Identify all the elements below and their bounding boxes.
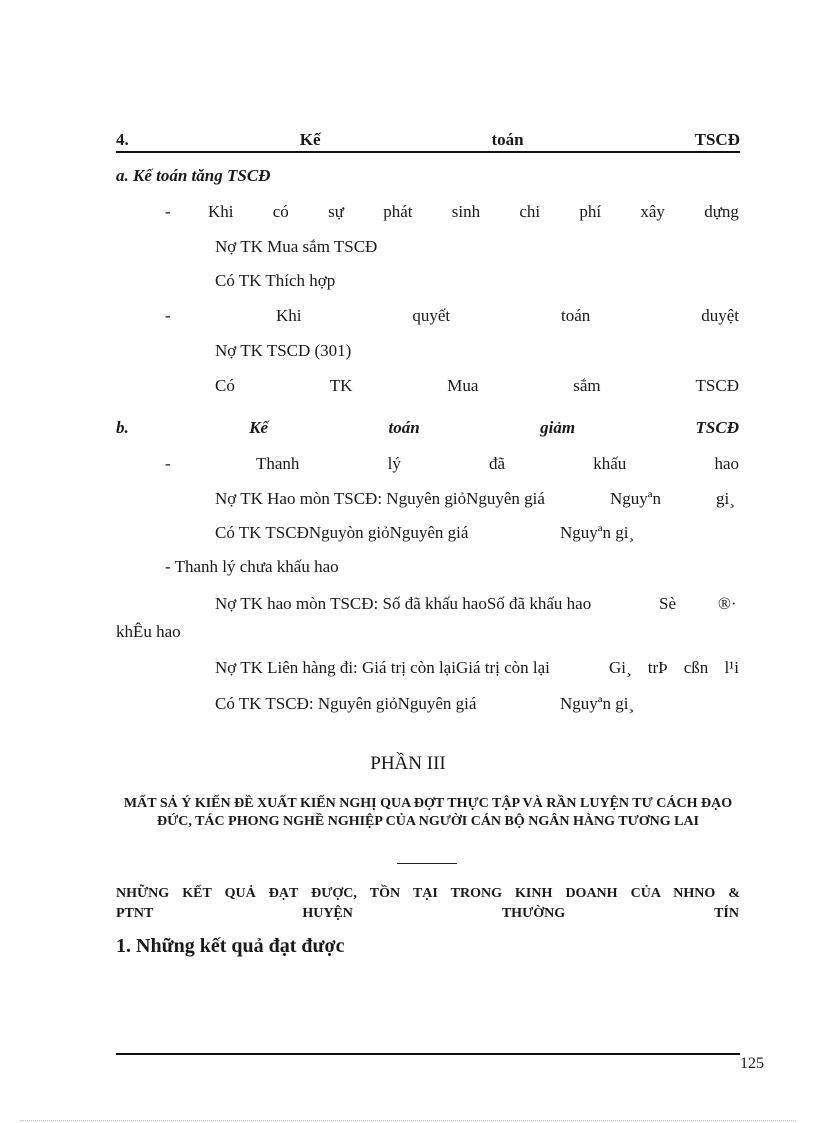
- word: Có: [215, 376, 235, 395]
- word: sự: [328, 202, 344, 221]
- heading-4-word: TSCĐ: [694, 130, 740, 149]
- b-line-no-3-left: Nợ TK Liên hàng đi: Giá trị còn lạiGiá trị còn lại: [215, 658, 550, 677]
- word: PTNT: [116, 906, 154, 921]
- b-line-no-2-mid: Sè: [659, 594, 676, 613]
- part-title: PHẦN III: [370, 753, 446, 774]
- bullet-dash: -: [165, 306, 171, 325]
- b-line-no-1-left: Nợ TK Hao mòn TSCĐ: Nguyên giỏNguyên giá: [215, 489, 545, 508]
- word: Khi: [208, 202, 234, 221]
- word: sinh: [451, 202, 481, 221]
- bullet-dash: -: [165, 454, 171, 473]
- word: THƯỜNG: [501, 906, 566, 921]
- b-line-no-2-left: Nợ TK hao mòn TSCĐ: Số đã khấu haoSố đã khấu hao: [215, 594, 592, 613]
- divider: [397, 863, 457, 864]
- b-line-no-3-right: [609, 658, 739, 678]
- word: lý: [387, 454, 401, 473]
- b-line-co-3-left: Có TK TSCĐ: Nguyên giỏNguyên giá: [215, 694, 477, 713]
- b-line-no-1-right: gi¸: [716, 489, 735, 508]
- word: có: [272, 202, 289, 221]
- word: TSCĐ: [695, 376, 739, 395]
- word: toán: [388, 418, 420, 437]
- heading-4-underline: [116, 151, 740, 153]
- word: HUYỆN: [302, 906, 353, 921]
- word: phát: [383, 202, 413, 221]
- b-line-chua: - Thanh lý chưa khấu hao: [165, 557, 339, 576]
- word: cßn: [683, 658, 709, 677]
- word: Kế: [249, 418, 269, 437]
- section-a-title: a. Kế toán tăng TSCĐ: [116, 166, 271, 185]
- word: l¹i: [724, 658, 739, 677]
- word: khấu: [593, 454, 627, 473]
- footer-rule: [116, 1053, 740, 1055]
- word: đã: [489, 454, 506, 473]
- b-line-no-1-mid: Nguyªn: [610, 489, 661, 508]
- word: duyệt: [701, 306, 739, 325]
- a-line-no-1: Nợ TK Mua sắm TSCĐ: [215, 237, 378, 256]
- word: Mua: [447, 376, 479, 395]
- word: quyết: [412, 306, 451, 325]
- word: b.: [116, 418, 129, 437]
- page-number: 125: [740, 1055, 764, 1072]
- word: Khi: [276, 306, 302, 325]
- section-b-title: [116, 418, 739, 438]
- b-line-co-1-right: Nguyªn gi¸: [560, 523, 635, 542]
- word: phí: [579, 202, 602, 221]
- a-bullet-2: [276, 306, 739, 326]
- b-line-no-2-right: ®·: [718, 594, 737, 613]
- word: trÞ: [647, 658, 668, 677]
- b-bullet-1: [256, 454, 739, 474]
- heading-4: [116, 130, 740, 150]
- word: hao: [714, 454, 739, 473]
- word: chi: [519, 202, 541, 221]
- a-bullet-1: [208, 202, 739, 222]
- word: Gi¸: [609, 658, 632, 677]
- page-edge-dotted-line: [20, 1120, 796, 1121]
- results-caps-line-2: [116, 906, 739, 922]
- word: Thanh: [256, 454, 300, 473]
- word: giảm: [540, 418, 576, 437]
- heading-4-number: 4.: [116, 130, 129, 149]
- word: TÍN: [714, 906, 739, 921]
- heading-4-word: Kế: [299, 130, 321, 149]
- b-line-co-3-right: Nguyªn gi¸: [560, 694, 635, 713]
- heading-4-word: toán: [491, 130, 524, 149]
- a-line-co-1: Có TK Thích hợp: [215, 271, 336, 290]
- word: TSCĐ: [695, 418, 739, 437]
- word: toán: [561, 306, 591, 325]
- word: TK: [329, 376, 353, 395]
- word: sắm: [573, 376, 601, 395]
- results-caps-line-1: NHỮNG KẾT QUẢ ĐẠT ĐƯỢC, TỒN TẠI TRONG KINH DOANH CỦA NHNO &: [116, 886, 740, 901]
- a-line-co-2: [215, 376, 739, 396]
- a-line-no-2: Nợ TK TSCD (301): [215, 341, 352, 360]
- word: xây: [640, 202, 665, 221]
- part-caps-heading: MẤT SẢ Ý KIẾN ĐỀ XUẤT KIẾN NGHỊ QUA ĐỢT THỰC TẬP VÀ RẦN LUYỆN TƯ CÁCH ĐẠO ĐỨC, TÁC PHONG NGHỀ NGHIỆP CỦA NGƯỜI CÁN BỘ NGÂN HÀNG TƯƠNG LAI: [123, 796, 733, 829]
- word: dựng: [704, 202, 739, 221]
- b-line-no-2-continuation: khÊu hao: [116, 622, 181, 641]
- bullet-dash: -: [165, 202, 171, 221]
- b-line-co-1-left: Có TK TSCĐNguyòn giỏNguyên giá: [215, 523, 469, 542]
- heading-1: 1. Những kết quả đạt được: [116, 935, 345, 957]
